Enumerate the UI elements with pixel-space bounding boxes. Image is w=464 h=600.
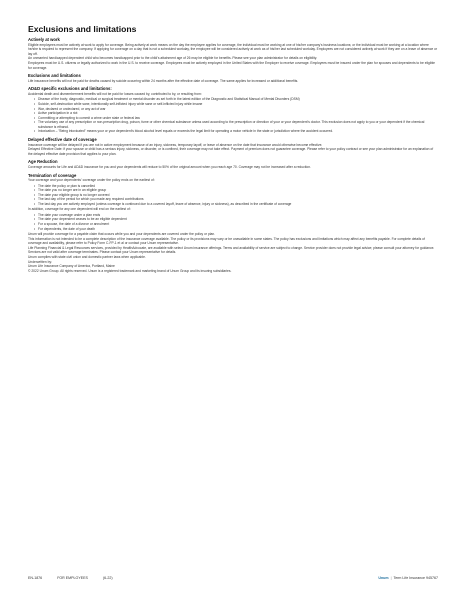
- paragraph: An unmarried handicapped dependent child who becomes handicapped prior to the child's attainment age of 26 may be eligible for benefits. Please see your plan administrator for details on eligibility.: [28, 56, 318, 61]
- footer-right: [378, 576, 438, 580]
- bullet-list: [28, 184, 438, 207]
- list-item: • The last day of the period for which you made any required contributions: [34, 197, 438, 202]
- paragraph: Delayed Effective Date: if your spouse or child has a serious injury, sickness, or disorder, or is confined, their coverage may not take effect. Payment of premium does not guarantee coverage. Please refer to your policy contract or see your plan administrator for an explanation of the delayed effective date provision that applies to your plan.: [28, 147, 434, 156]
- list-item: • Intoxication – "Being intoxicated" means your or your dependent's blood alcohol level equals or exceeds the legal limit for operating a motor vehicle in the state or jurisdiction where the accident occurred.: [34, 129, 438, 134]
- list-item: • For dependents, the date of your death: [34, 227, 438, 232]
- section-heading-termination: Termination of coverage: [28, 172, 77, 178]
- paragraph: © 2022 Unum Group. All rights reserved. Unum is a registered trademark and marketing brand of Unum Group and its insuring subsidiaries.: [28, 268, 232, 273]
- paragraph: Unum complies with state civil union and domestic partner laws when applicable.: [28, 254, 146, 259]
- paragraph: Employees must be U.S. citizens or legally authorized to work in the U.S. to receive coverage. Employees must be actively employed in the United States with the Employer to receive coverage. Employees must be insured under the plan for spouses and dependents to be eligible for coverage.: [28, 60, 436, 70]
- list-item: • The date your coverage under a plan ends: [34, 213, 438, 218]
- paragraph: In addition, coverage for any one dependent will end on the earliest of:: [28, 207, 131, 212]
- paragraph: Coverage amounts for Life and AD&D insurance for you and your dependents will reduce to 50% of the original amount when you reach age 70. Coverage may not be increased after a reduction.: [28, 165, 311, 170]
- footer-separator: |: [390, 576, 392, 580]
- page-title: Exclusions and limitations: [28, 24, 137, 34]
- paragraph: Unum will provide coverage for a payable claim that occurs while you and your dependents are covered under the policy or plan.: [28, 231, 216, 236]
- paragraph: Life insurance benefits will not be paid for deaths caused by suicide occurring within 24 months after the effective date of coverage. The same applies for increased or additional benefits.: [28, 78, 299, 83]
- form-date: (6-22): [102, 576, 113, 580]
- paragraph: Eligible employees must be actively at work to apply for coverage. Being actively at work means on the day the employee applies for coverage, the individual must be working at one of his/her company's business locations; or the individual must be working at a location where he/she is required to represent the company. If applying for coverage on a day that is not a scheduled workday, the employee will be considered actively at work as of his/her last scheduled workday. Employees are not considered actively at work if they are on a leave of absence or lay off.: [28, 42, 438, 56]
- product-name: Term Life Insurance 945767: [393, 576, 438, 580]
- list-item: • The date the policy or plan is cancelled: [34, 184, 438, 189]
- paragraph: Life Planning Financial & Legal Resources services, provided by HealthAdvocate, are available with select Unum insurance offerings. Terms and availability of service are subject to change. Service provider does not provide legal advice; please consult your attorney for guidance. Services are not valid after coverage terminates. Please contact your Unum representative for details.: [28, 245, 435, 255]
- section-heading-adnd: AD&D specific exclusions and limitations:: [28, 86, 112, 92]
- brand-logo-text: Unum: [378, 576, 389, 580]
- paragraph: Your coverage and your dependents' coverage under the policy ends on the earliest of:: [28, 178, 155, 183]
- section-heading-exclusions: Exclusions and limitations: [28, 73, 81, 79]
- bullet-list: [28, 97, 438, 134]
- list-item: • Suicide, self-destruction while sane, intentionally self-inflicted injury while sane or self-inflicted injury while insane: [34, 102, 438, 107]
- list-item: • The voluntary use of any prescription or non-prescription drug, poison, fume or other chemical substance unless used according to the prescription or direction of your or your dependent's doctor. This exclusion does not apply to you or your dependent if the chemical substance is ethanol.: [34, 120, 438, 129]
- list-item: • Disease of the body; diagnostic, medical or surgical treatment or mental disorder as set forth in the latest edition of the Diagnostic and Statistical Manual of Mental Disorders (DSM): [34, 97, 438, 102]
- document-body: [28, 24, 438, 273]
- list-item: • Committing or attempting to commit a crime under state or federal law: [34, 116, 438, 121]
- list-item: • War, declared or undeclared, or any act of war: [34, 107, 438, 112]
- paragraph: Unum Life Insurance Company of America, Portland, Maine: [28, 264, 115, 269]
- list-item: • Active participation in a riot: [34, 111, 438, 116]
- paragraph: This information is not intended to be a complete description of the insurance coverage available. The policy or its provisions may vary or be unavailable in some states. The policy has exclusions and limitations which may affect any benefits payable. For complete details of coverage and availability, please refer to Policy Form C-FP-1 et al or contact your Unum representative.: [28, 236, 425, 246]
- list-item: • The date your eligible group is no longer covered: [34, 193, 438, 198]
- page-footer: [28, 576, 438, 584]
- paragraph: Underwritten by:: [28, 259, 53, 264]
- audience-label: FOR EMPLOYEES: [57, 576, 88, 580]
- paragraph: Accidental death and dismemberment benefits will not be paid for losses caused by, contributed to by, or resulting from:: [28, 91, 202, 96]
- section-heading-active-at-work: Actively at work: [28, 37, 60, 42]
- list-item: • The last day you are actively employed (unless coverage is continued due to a covered layoff, leave of absence, injury or sickness), as described in the certificate of coverage: [34, 202, 438, 207]
- list-item: • The date your dependent ceases to be an eligible dependent: [34, 217, 438, 222]
- footer-left: [28, 576, 127, 580]
- section-heading-age-reduction: Age Reduction: [28, 159, 58, 165]
- bullet-list: [28, 213, 438, 231]
- form-code: EN-1876: [28, 576, 43, 580]
- sections-container: [28, 37, 438, 273]
- paragraph: Insurance coverage will be delayed if you are not in active employment because of an injury, sickness, temporary layoff, or leave of absence on the date that insurance would otherwise become effective.: [28, 142, 323, 147]
- list-item: • The date you no longer are in an eligible group: [34, 188, 438, 193]
- list-item: • For a spouse, the date of a divorce or annulment: [34, 222, 438, 227]
- section-heading-delayed: Delayed effective date of coverage: [28, 137, 97, 143]
